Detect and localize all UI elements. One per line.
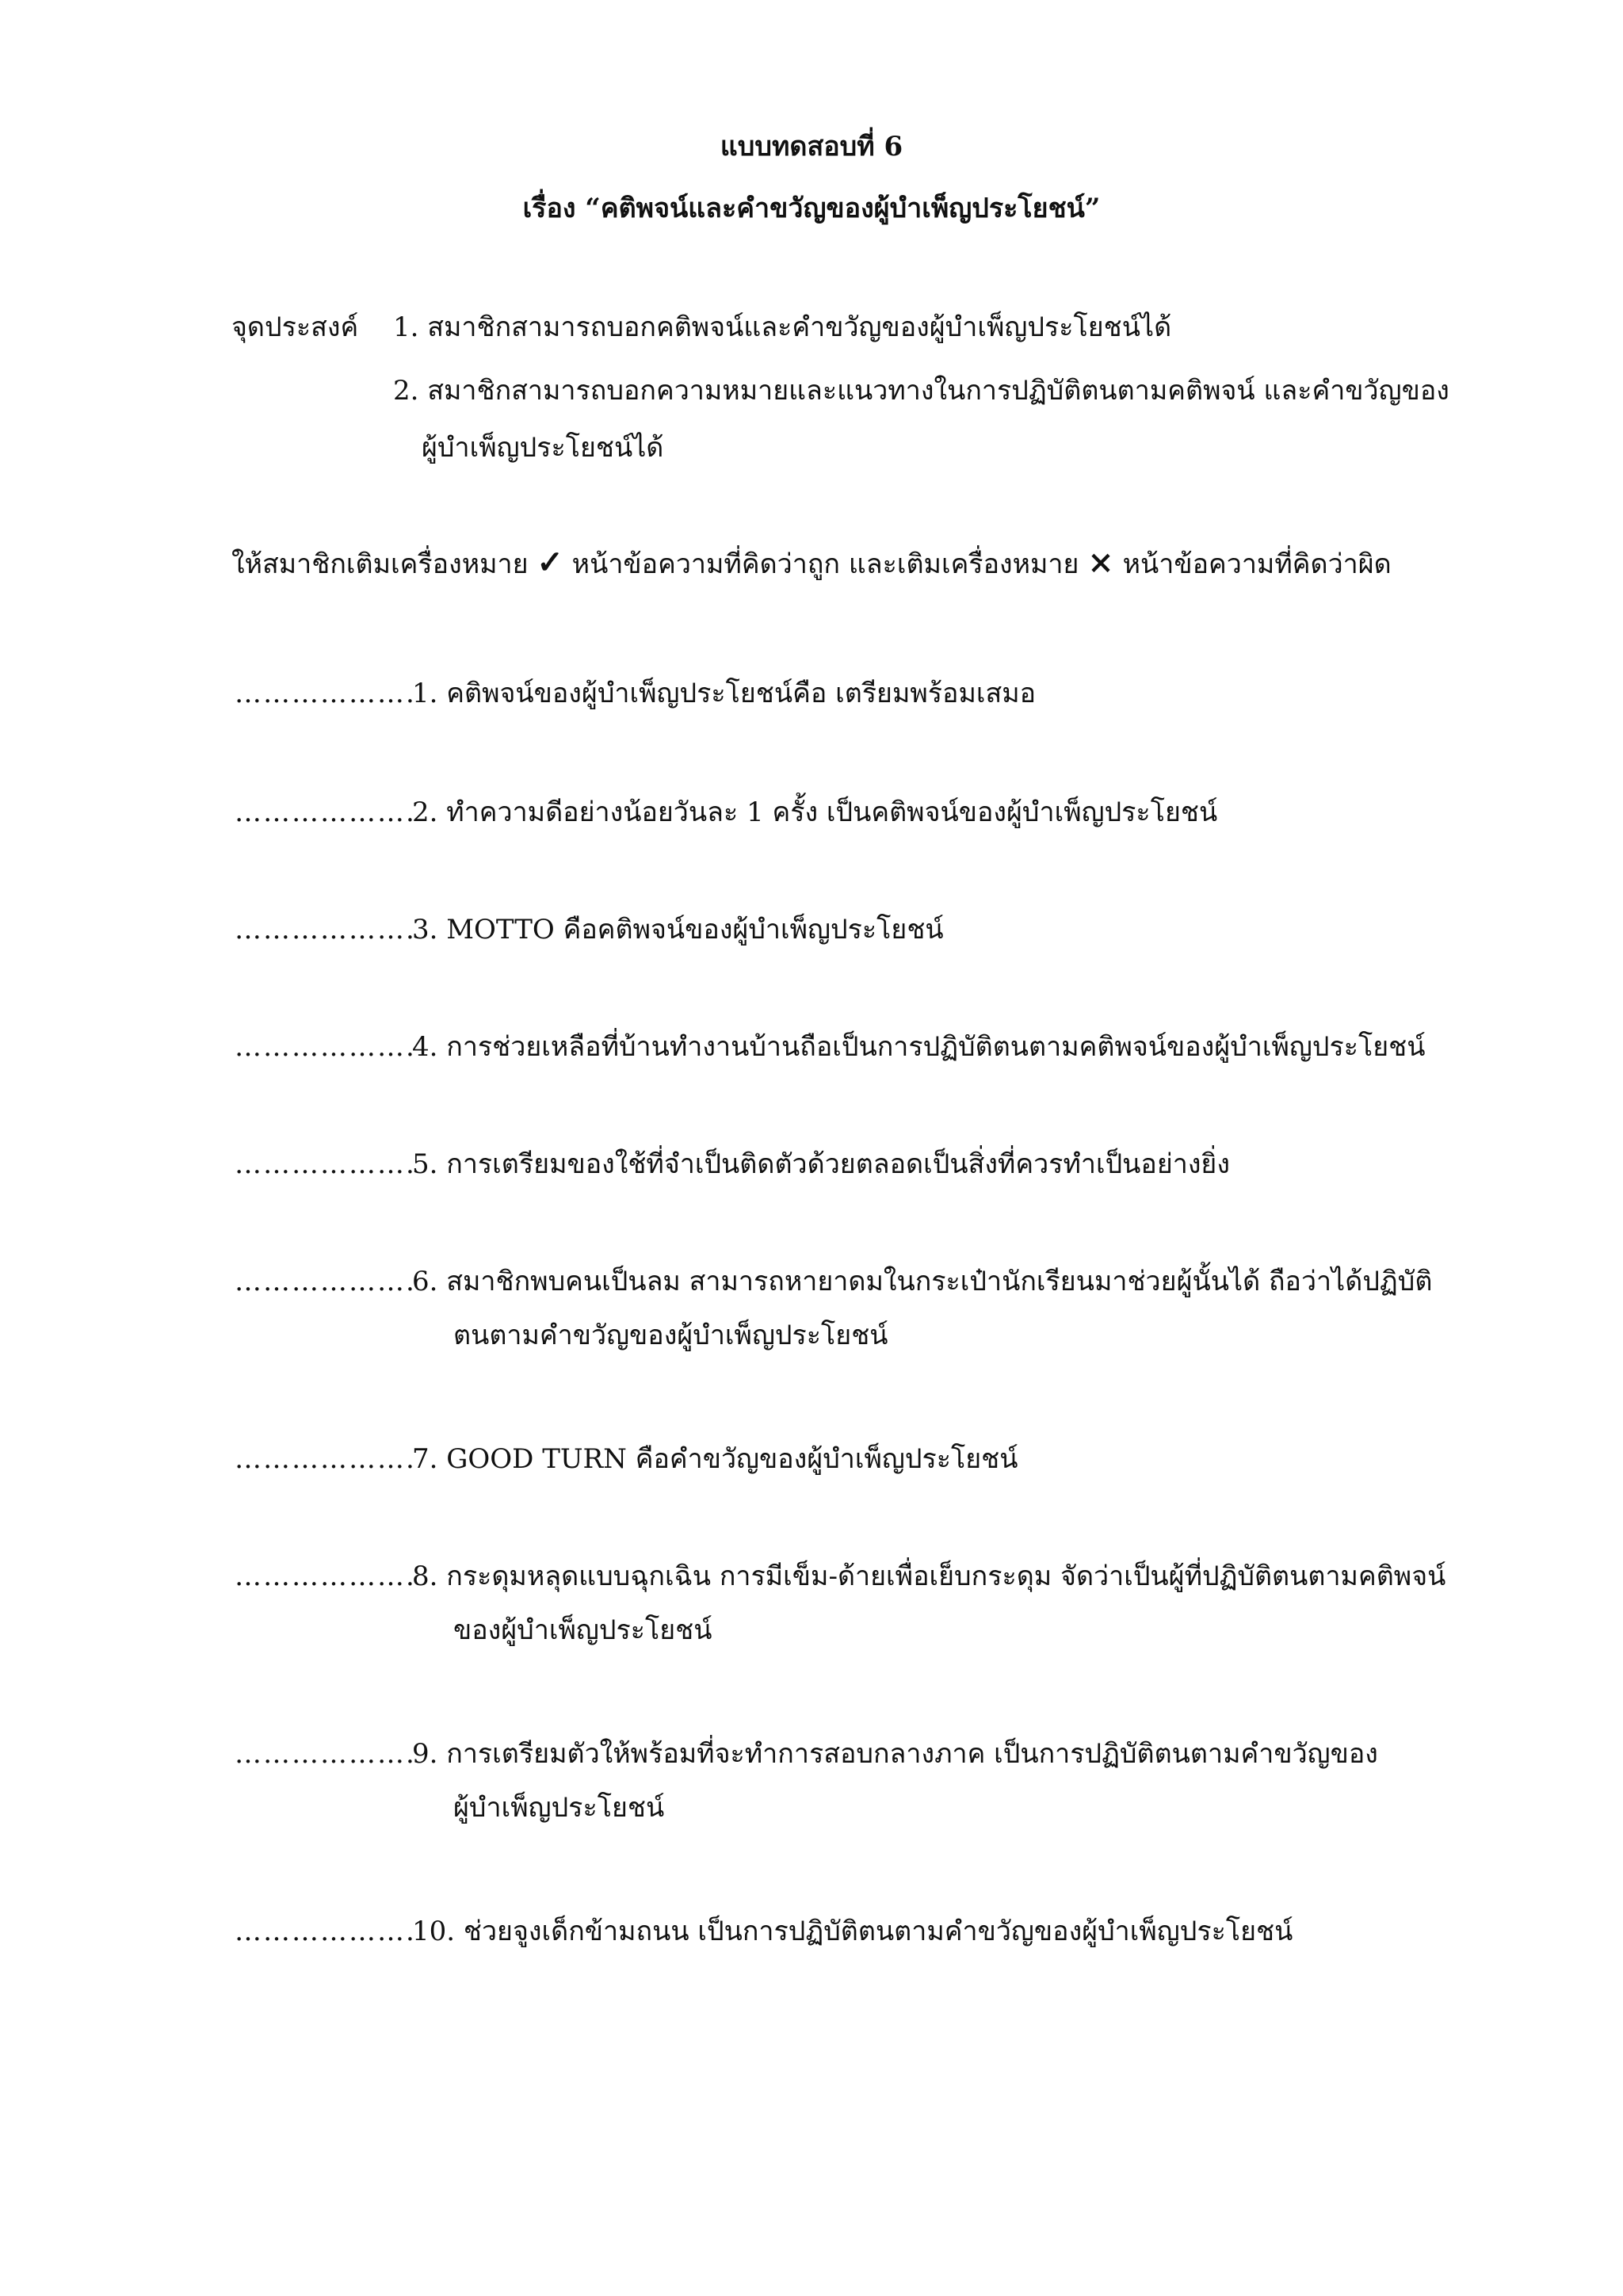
objectives-label: จุดประสงค์	[231, 311, 359, 343]
question-text-continuation: ของผู้บำเพ็ญประโยชน์	[453, 1614, 712, 1646]
instruction-part-2: หน้าข้อความที่คิดว่าถูก และเติมเครื่องหมาย	[571, 548, 1079, 580]
question-text: 8. กระดุมหลุดแบบฉุกเฉิน การมีเข็ม-ด้ายเพื่อเย็บกระดุม จัดว่าเป็นผู้ที่ปฏิบัติตนตามคติพจน์	[412, 1561, 1446, 1592]
answer-blank[interactable]: ……………….	[235, 678, 416, 709]
objective-2-continuation: ผู้บำเพ็ญประโยชน์ได้	[422, 432, 664, 464]
question-text: 9. การเตรียมตัวให้พร้อมที่จะทำการสอบกลางภาค เป็นการปฏิบัติตนตามคำขวัญของ	[412, 1738, 1378, 1770]
instruction	[231, 544, 1392, 583]
question-text-continuation: ผู้บำเพ็ญประโยชน์	[453, 1792, 665, 1824]
objective-1: 1. สมาชิกสามารถบอกคติพจน์และคำขวัญของผู้บำเพ็ญประโยชน์ได้	[393, 311, 1172, 343]
question-text: 1. คติพจน์ของผู้บำเพ็ญประโยชน์คือ เตรียมพร้อมเสมอ	[412, 678, 1037, 709]
answer-blank[interactable]: ……………….	[235, 1148, 416, 1180]
answer-blank[interactable]: ……………….	[235, 1443, 416, 1475]
cross-mark-icon: ×	[1087, 544, 1114, 581]
question-text: 4. การช่วยเหลือที่บ้านทำงานบ้านถือเป็นการปฏิบัติตนตามคติพจน์ของผู้บำเพ็ญประโยชน์	[412, 1031, 1426, 1063]
question-text-continuation: ตนตามคำขวัญของผู้บำเพ็ญประโยชน์	[453, 1320, 888, 1351]
question-text: 5. การเตรียมของใช้ที่จำเป็นติดตัวด้วยตลอดเป็นสิ่งที่ควรทำเป็นอย่างยิ่ง	[412, 1148, 1230, 1180]
question-text: 7. GOOD TURN คือคำขวัญของผู้บำเพ็ญประโยชน์	[412, 1443, 1018, 1475]
check-mark-icon: ✓	[537, 544, 563, 581]
question-text: 3. MOTTO คือคติพจน์ของผู้บำเพ็ญประโยชน์	[412, 914, 944, 946]
page-subtitle: เรื่อง “คติพจน์และคำขวัญของผู้บำเพ็ญประโยชน์”	[522, 193, 1101, 224]
page-title: แบบทดสอบที่ 6	[720, 131, 903, 162]
answer-blank[interactable]: ……………….	[235, 1266, 416, 1297]
question-text: 10. ช่วยจูงเด็กข้ามถนน เป็นการปฏิบัติตนตามคำขวัญของผู้บำเพ็ญประโยชน์	[412, 1916, 1293, 1947]
instruction-part-3: หน้าข้อความที่คิดว่าผิด	[1122, 548, 1392, 580]
answer-blank[interactable]: ……………….	[235, 1031, 416, 1063]
objective-2: 2. สมาชิกสามารถบอกความหมายและแนวทางในการปฏิบัติตนตามคติพจน์ และคำขวัญของ	[393, 375, 1449, 407]
question-text: 2. ทำความดีอย่างน้อยวันละ 1 ครั้ง เป็นคติพจน์ของผู้บำเพ็ญประโยชน์	[412, 797, 1218, 828]
answer-blank[interactable]: ……………….	[235, 1916, 416, 1947]
answer-blank[interactable]: ……………….	[235, 1738, 416, 1770]
answer-blank[interactable]: ……………….	[235, 1561, 416, 1592]
answer-blank[interactable]: ……………….	[235, 797, 416, 828]
answer-blank[interactable]: ……………….	[235, 914, 416, 946]
question-text: 6. สมาชิกพบคนเป็นลม สามารถหายาดมในกระเป๋านักเรียนมาช่วยผู้นั้นได้ ถือว่าได้ปฏิบัติ	[412, 1266, 1433, 1297]
instruction-part-1: ให้สมาชิกเติมเครื่องหมาย	[231, 548, 529, 580]
